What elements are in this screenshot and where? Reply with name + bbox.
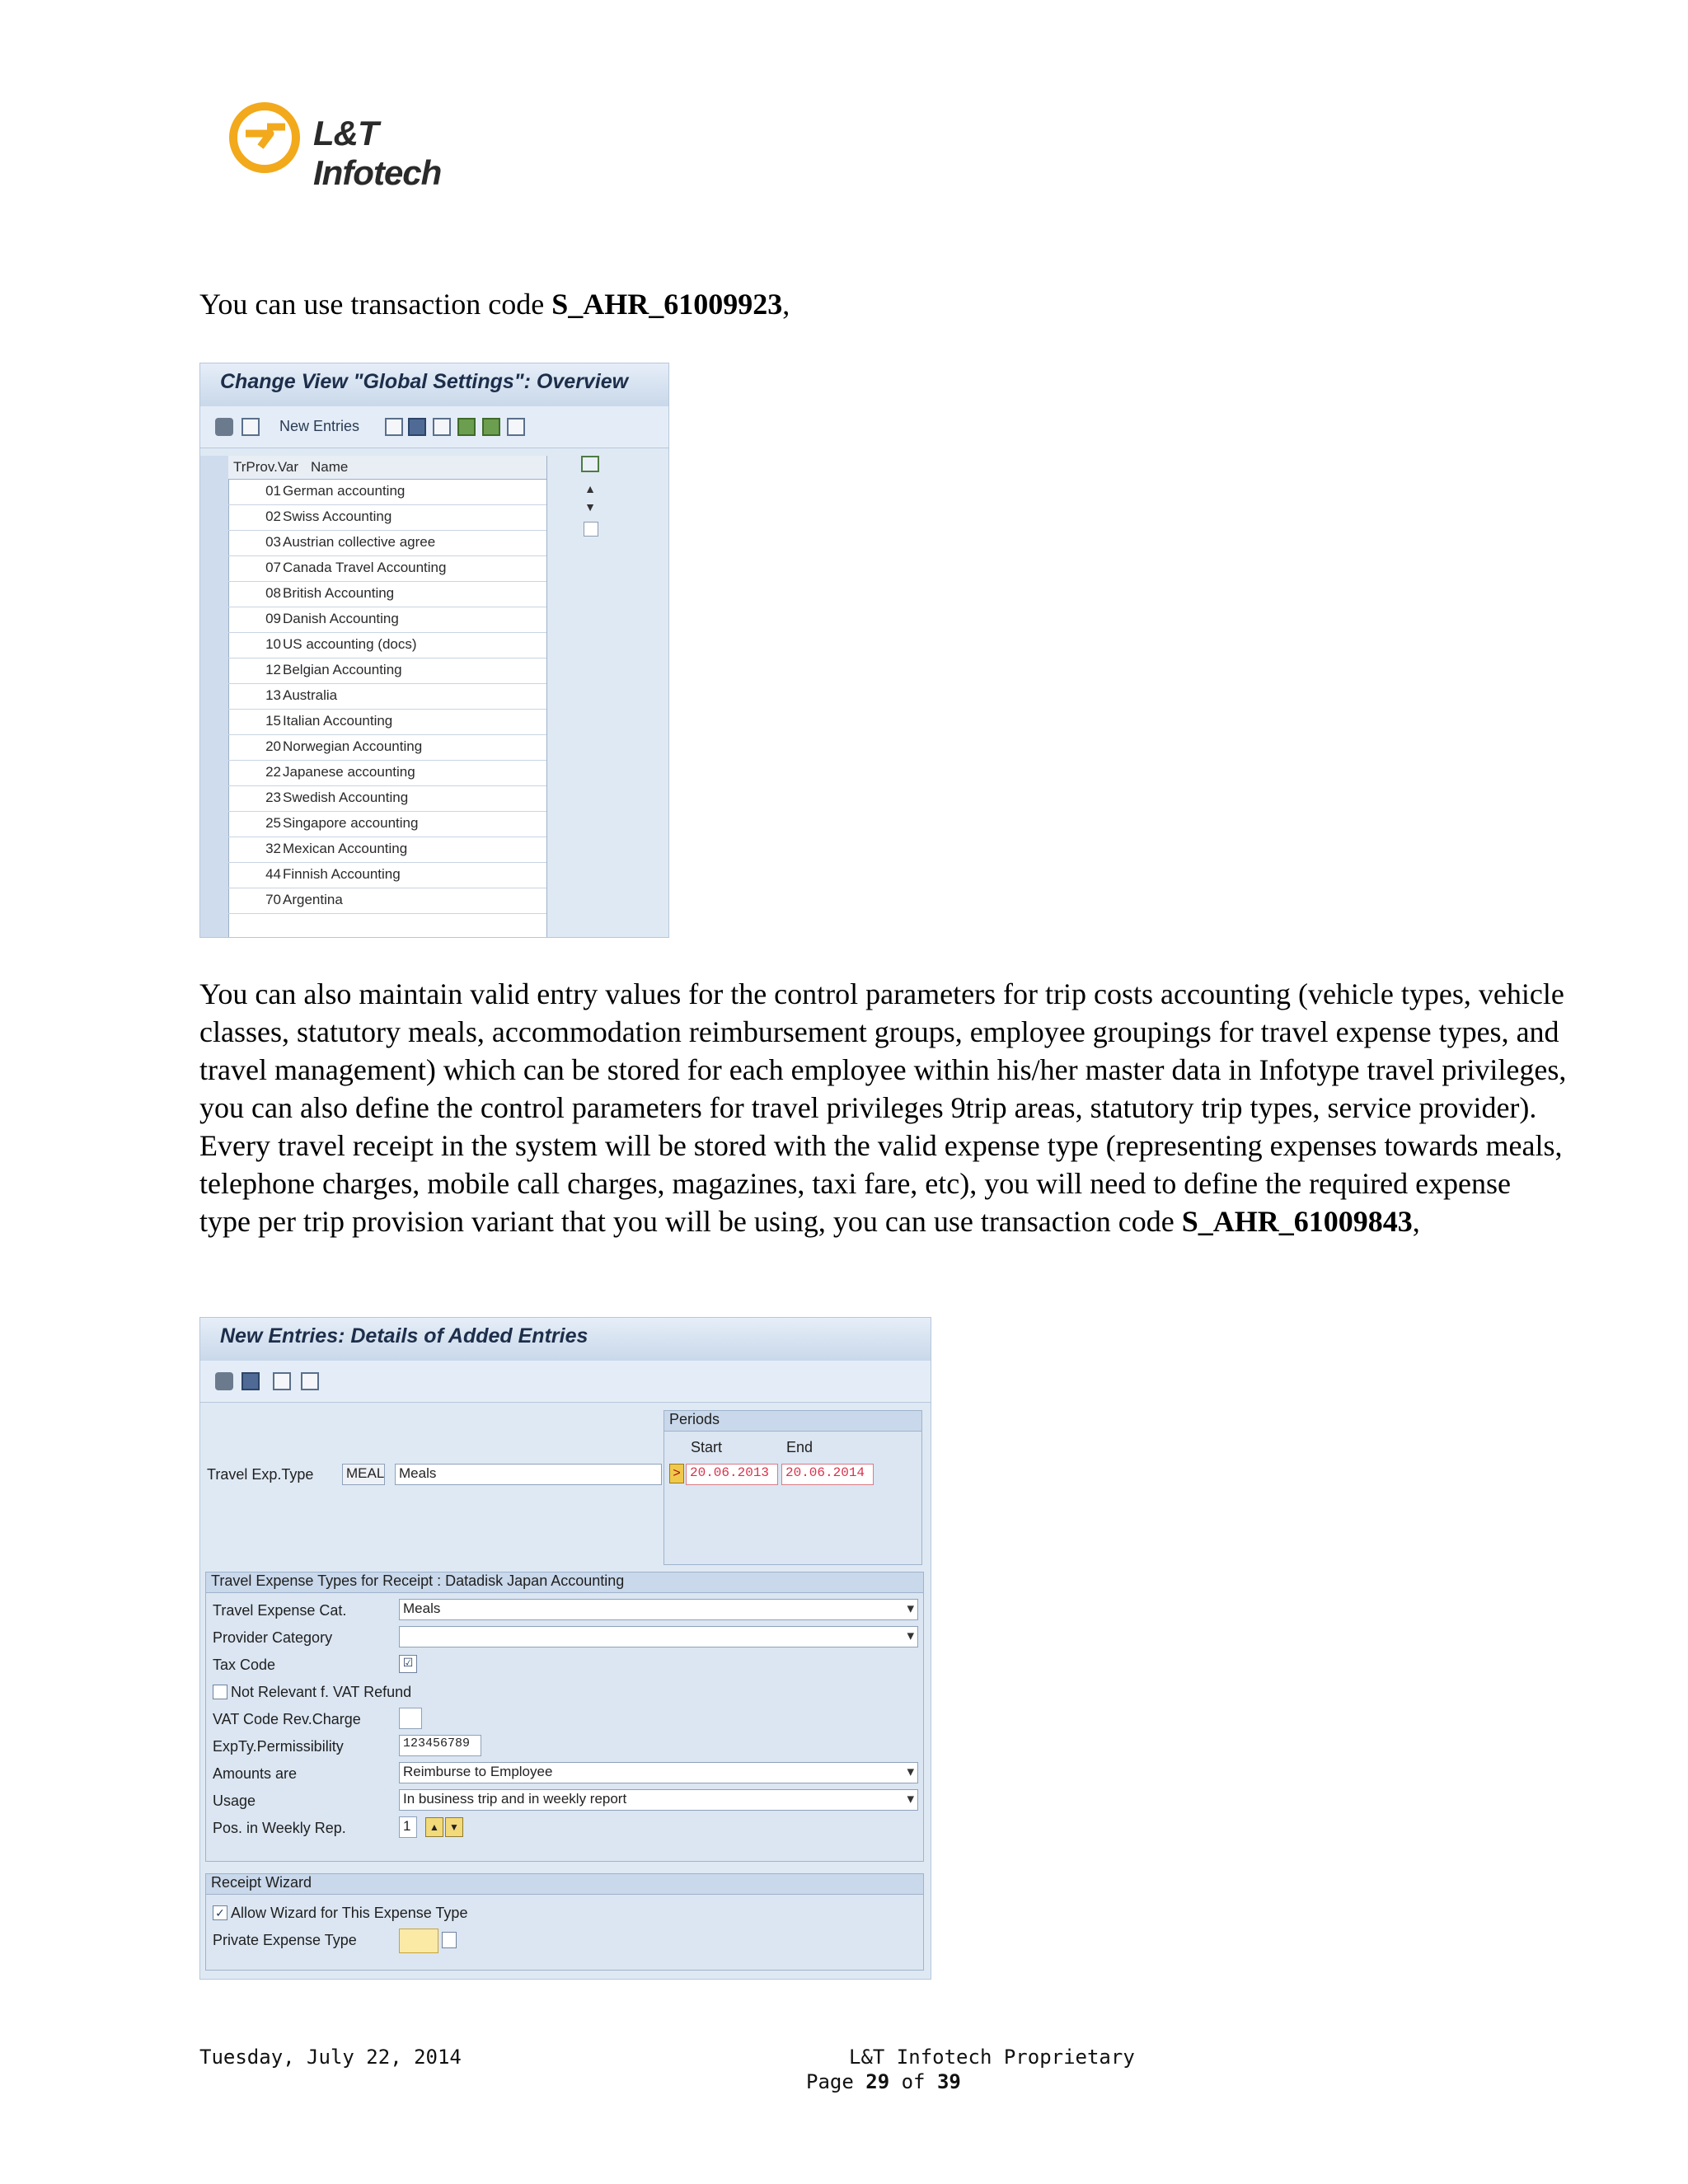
travel-exp-type-text-field[interactable]: Meals [395, 1464, 662, 1485]
row-selector[interactable] [200, 555, 228, 581]
expense-type-text: You can also maintain valid entry values for the control parameters for trip costs accounting (vehicle types, vehicle classes, statutory meals, accommodation reimbursement groups, employee groupings for travel expense types, and travel management) which can be stored for each employee within his/her master data in Infotype travel privileges, you can also define the control parameters for travel privileges 9trip areas, statutory trip types, service provider). Every travel receipt in the system will be stored with the valid expense type (representing expenses towards meals, telephone charges, mobile call charges, magazines, taxi fare, etc), you will need to define the required expense type per trip provision variant that you will be using, you can use transaction code [199, 977, 1567, 1238]
vat-refund-checkbox[interactable] [213, 1685, 227, 1699]
screen-title-2: New Entries: Details of Added Entries [220, 1324, 588, 1347]
expense-type-suffix: , [1412, 1205, 1420, 1238]
row-selector[interactable] [200, 811, 228, 837]
row-selector[interactable] [200, 837, 228, 862]
variant-name-cell: British Accounting [283, 585, 395, 601]
periods-title: Periods [664, 1411, 921, 1432]
select-all-icon[interactable] [457, 418, 476, 436]
row-selector[interactable] [200, 479, 228, 504]
scroll-up-icon[interactable]: ▲ [584, 482, 596, 495]
variant-name-cell: Finnish Accounting [283, 866, 401, 882]
table-row[interactable] [228, 760, 546, 786]
page-current: 29 [865, 2070, 890, 2093]
row-selector[interactable] [200, 760, 228, 785]
variant-code-cell: 25 [265, 815, 281, 831]
allow-wizard-label: Allow Wizard for This Expense Type [231, 1905, 468, 1921]
vat-refund-label: Not Relevant f. VAT Refund [231, 1684, 412, 1700]
variant-code-cell: 09 [265, 611, 281, 626]
table-row[interactable] [228, 709, 546, 735]
vat-rev-label: VAT Code Rev.Charge [213, 1711, 361, 1727]
table-row[interactable] [228, 581, 546, 607]
save-icon-2[interactable] [241, 1372, 260, 1390]
variant-code-cell: 07 [265, 560, 281, 575]
variant-code-cell: 08 [265, 585, 281, 601]
variant-name-cell: Swiss Accounting [283, 509, 392, 524]
variant-name-cell: Belgian Accounting [283, 662, 402, 677]
table-row[interactable] [228, 785, 546, 812]
expense-type-paragraph [199, 975, 1568, 1240]
pos-weekly-label: Pos. in Weekly Rep. [213, 1820, 346, 1836]
new-entries-button[interactable]: New Entries [279, 418, 360, 434]
variant-name-cell: Austrian collective agree [283, 534, 436, 550]
variant-code-cell: 15 [265, 713, 281, 729]
variant-code-cell: 12 [265, 662, 281, 677]
footer-date: Tuesday, July 22, 2014 [199, 2046, 462, 2069]
travel-exp-type-label: Travel Exp.Type [207, 1466, 314, 1483]
intro-text: You can use transaction code [199, 288, 552, 321]
usage-label: Usage [213, 1793, 256, 1809]
variant-code-cell: 22 [265, 764, 281, 780]
global-settings-screenshot [199, 363, 669, 938]
start-label: Start [691, 1439, 723, 1455]
variant-name-cell: German accounting [283, 483, 406, 499]
settings-table [200, 456, 547, 937]
screen-toolbar-2 [200, 1361, 931, 1403]
variant-code-cell: 03 [265, 534, 281, 550]
table-row[interactable] [228, 837, 546, 863]
scroll-down-icon[interactable]: ▼ [584, 500, 596, 513]
usage-dropdown[interactable]: In business trip and in weekly report ▾ [399, 1789, 918, 1811]
variant-name-cell: Australia [283, 687, 338, 703]
end-date-field[interactable]: 20.06.2014 [781, 1464, 874, 1485]
footer-proprietary: L&T Infotech Proprietary [849, 2046, 1135, 2069]
page-total: 39 [936, 2070, 961, 2093]
variant-name-cell: Singapore accounting [283, 815, 419, 831]
provider-cat-dropdown[interactable] [399, 1626, 918, 1647]
lt-logo-icon [227, 101, 302, 175]
save-icon[interactable] [408, 418, 426, 436]
variant-code-cell: 13 [265, 687, 281, 703]
variant-name-cell: US accounting (docs) [283, 636, 417, 652]
tax-code-label: Tax Code [213, 1657, 276, 1673]
tax-code-field[interactable]: ☑ [399, 1655, 417, 1673]
previous-entry-icon[interactable] [273, 1372, 291, 1390]
transaction-code: S_AHR_61009923 [551, 288, 783, 321]
column-config-icon[interactable] [581, 456, 599, 472]
table-row[interactable] [228, 555, 546, 582]
footer-page-number [806, 2070, 961, 2093]
variant-code-cell: 01 [265, 483, 281, 499]
row-selector[interactable] [200, 658, 228, 683]
intro-paragraph [199, 285, 790, 323]
move-down-icon[interactable]: ▼ [445, 1817, 463, 1837]
variant-name-cell: Swedish Accounting [283, 790, 409, 805]
next-entry-icon[interactable] [301, 1372, 319, 1390]
provider-cat-label: Provider Category [213, 1629, 333, 1646]
table-row[interactable] [228, 683, 546, 710]
variant-name-cell: Argentina [283, 892, 343, 907]
variant-name-cell: Japanese accounting [283, 764, 415, 780]
end-label: End [786, 1439, 814, 1455]
company-logo [227, 97, 499, 192]
vat-rev-field[interactable] [399, 1708, 422, 1729]
receipt-types-group [205, 1572, 924, 1862]
receipt-types-title: Travel Expense Types for Receipt : Datadisk Japan Accounting [206, 1572, 923, 1593]
private-expense-field[interactable] [399, 1929, 438, 1953]
table-row[interactable] [228, 504, 546, 531]
variant-code-cell: 10 [265, 636, 281, 652]
periods-group [663, 1410, 922, 1565]
variant-name-cell: Danish Accounting [283, 611, 399, 626]
receipt-wizard-group [205, 1873, 924, 1971]
table-row[interactable] [228, 479, 546, 505]
move-up-icon[interactable]: ▲ [425, 1817, 443, 1837]
table-row[interactable] [228, 632, 546, 658]
travel-exp-type-code-field[interactable]: MEAL [342, 1464, 385, 1485]
page-prefix: Page [806, 2070, 866, 2093]
value-help-icon[interactable] [442, 1932, 457, 1948]
table-header [228, 456, 546, 480]
row-selector[interactable] [200, 683, 228, 709]
column-header-name: Name [311, 459, 349, 475]
page-of: of [889, 2070, 937, 2093]
screen-toolbar [200, 406, 668, 448]
variant-name-cell: Norwegian Accounting [283, 738, 423, 754]
allow-wizard-checkbox[interactable]: ✓ [213, 1905, 227, 1920]
variant-code-cell: 02 [265, 509, 281, 524]
table-scrollbar[interactable] [579, 456, 603, 937]
permissibility-label: ExpTy.Permissibility [213, 1738, 344, 1755]
variant-code-cell: 44 [265, 866, 281, 882]
amounts-dropdown[interactable]: Reimburse to Employee ▾ [399, 1762, 918, 1783]
row-selector[interactable] [200, 581, 228, 607]
expense-cat-label: Travel Expense Cat. [213, 1602, 347, 1619]
table-row[interactable] [228, 811, 546, 837]
row-selector[interactable] [200, 734, 228, 760]
variant-code-cell: 20 [265, 738, 281, 754]
receipt-wizard-title: Receipt Wizard [206, 1874, 923, 1895]
screen-titlebar-2 [200, 1318, 931, 1361]
variant-name-cell: Italian Accounting [283, 713, 393, 729]
table-row[interactable] [228, 658, 546, 684]
screen-title: Change View "Global Settings": Overview [220, 370, 629, 393]
new-entries-screenshot [199, 1317, 931, 1980]
table-row[interactable] [228, 888, 546, 914]
expense-cat-dropdown[interactable]: Meals ▾ [399, 1599, 918, 1620]
variant-code-cell: 32 [265, 841, 281, 856]
logo-text: L&T Infotech [313, 114, 442, 192]
details-icon[interactable] [241, 418, 260, 436]
column-header-variant: TrProv.Var [233, 459, 299, 475]
row-selector[interactable] [200, 862, 228, 888]
row-selector[interactable] [200, 632, 228, 658]
row-selector[interactable] [200, 504, 228, 530]
row-selector[interactable] [200, 888, 228, 913]
copy-icon[interactable] [385, 418, 403, 436]
intro-suffix: , [782, 288, 790, 321]
start-date-field[interactable]: 20.06.2013 [686, 1464, 778, 1485]
row-selector[interactable] [200, 530, 228, 555]
row-selector[interactable] [200, 709, 228, 734]
select-block-icon[interactable] [482, 418, 500, 436]
table-row[interactable] [228, 607, 546, 633]
undo-icon[interactable] [433, 418, 451, 436]
screen-titlebar [200, 363, 668, 407]
amounts-label: Amounts are [213, 1765, 298, 1782]
period-arrow-button[interactable]: > [669, 1464, 684, 1483]
table-row[interactable] [228, 862, 546, 888]
pos-weekly-field[interactable]: 1 [399, 1816, 417, 1838]
variant-name-cell: Canada Travel Accounting [283, 560, 447, 575]
table-row[interactable] [228, 734, 546, 761]
permissibility-field[interactable]: 123456789 [399, 1735, 481, 1756]
deselect-all-icon[interactable] [507, 418, 525, 436]
transaction-code-2: S_AHR_61009843 [1181, 1205, 1413, 1238]
display-change-icon-2[interactable] [215, 1372, 233, 1390]
display-change-icon[interactable] [215, 418, 233, 436]
row-selector[interactable] [200, 607, 228, 632]
variant-name-cell: Mexican Accounting [283, 841, 408, 856]
table-row[interactable] [228, 530, 546, 556]
variant-code-cell: 23 [265, 790, 281, 805]
scroll-thumb[interactable] [584, 522, 598, 537]
variant-code-cell: 70 [265, 892, 281, 907]
row-selector[interactable] [200, 785, 228, 811]
private-expense-label: Private Expense Type [213, 1932, 357, 1948]
